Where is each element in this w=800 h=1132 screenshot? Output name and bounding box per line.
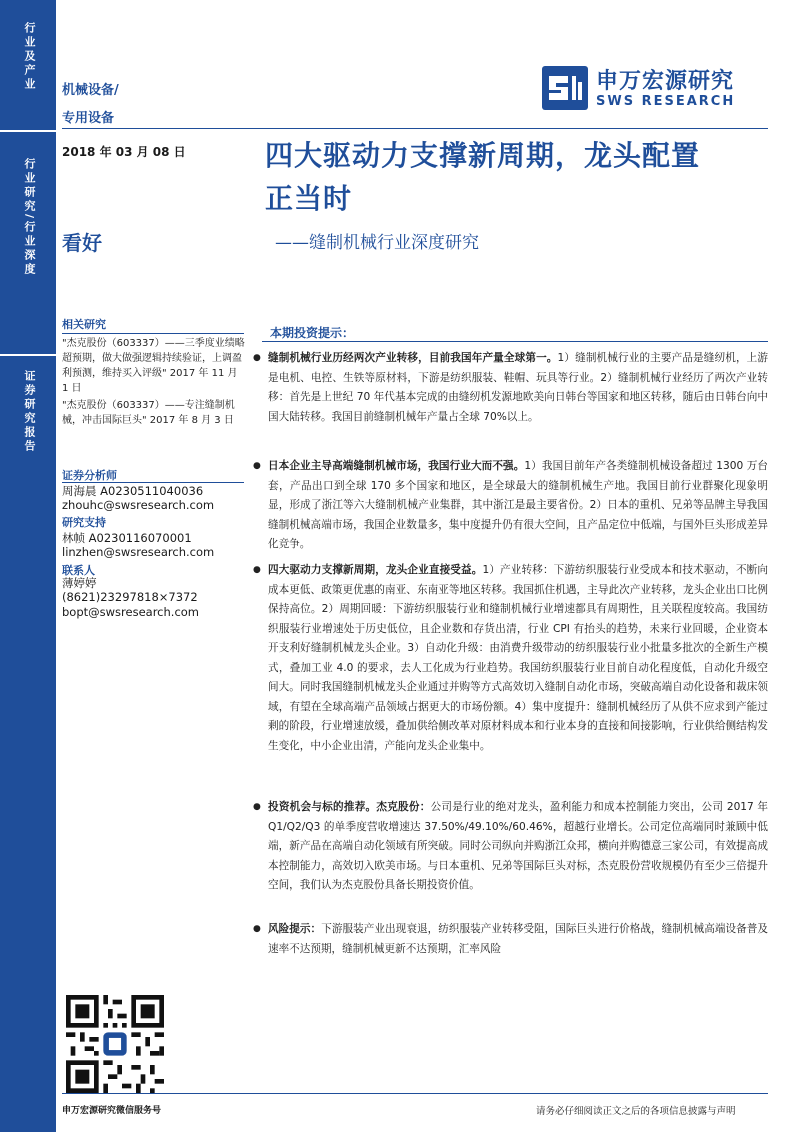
bullet-body: 公司是行业的绝对龙头，盈利能力和成本控制能力突出，公司 2017 年 Q1/Q2/Q3 的单季度营收增速达 37.50%/49.10%/60.46%，超越行业增长。公司定位高端同时兼顾中低端，新产品在高端自动化领域有所突破。同时公司纵向并购浙江众邦，横向并购德意三家公司，有效提高成本控制能力，高效切入欧美市场。与日本重机、兄弟等国际巨头对标，杰克股份营收规模仍有至少三倍提升空间，我们认为杰克股份具备长期投资价值。 [268, 801, 768, 891]
side-strip-middle [0, 132, 56, 354]
contact-phone: (8621)23297818×7372 [62, 590, 198, 604]
strip-section-industry: 行业及产业 [23, 22, 36, 92]
contact-name: 薄婷婷 [62, 576, 97, 590]
side-strip-top [0, 0, 56, 130]
report-date: 2018 年 03 月 08 日 [62, 145, 186, 159]
footer-rule [62, 1093, 768, 1094]
bullet-dot-icon: ● [253, 565, 261, 575]
related-item-1[interactable]: "杰克股份（603337）——三季度业绩略超预期，做大做强逻辑持续验证，上调盈利预测，维持买入评级" 2017 年 11 月 1 日 [62, 338, 245, 394]
sub-industry-label: 专用设备 [62, 111, 115, 126]
contact-email[interactable]: bopt@swsresearch.com [62, 605, 200, 619]
bullet-lead: 缝制机械行业历经两次产业转移，目前我国年产量全球第一。 [268, 352, 558, 364]
bullet-dot-icon: ● [253, 924, 261, 934]
summary-bullet-2 [253, 457, 769, 555]
summary-rule [262, 341, 768, 342]
contact-label: 联系人 [62, 564, 95, 577]
analyst-label: 证券分析师 [62, 469, 117, 482]
analyst-email-1[interactable]: zhouhc@swsresearch.com [62, 498, 215, 512]
bullet-lead: 投资机会与标的推荐。杰克股份： [268, 801, 431, 813]
bullet-body: 1）缝制机械行业的主要产品是缝纫机，上游是电机、电控、生铁等原材料，下游是纺织服装、鞋帽、玩具等行业。2）缝制机械行业经历了两次产业转移：首先是上世纪 70 年代基本完成的由缝纫机发源地欧美向日韩台等国家和地区转移，随后由日韩台向中国大陆转移。我国目前缝制机械年产量占全球 70%以上。 [268, 352, 768, 423]
bullet-body: 下游服装产业出现衰退，纺织服装产业转移受阻，国际巨头进行价格战，缝制机械高端设备普及速率不达预期，缝制机械更新不达预期，汇率风险 [268, 923, 769, 955]
report-subtitle: ——缝制机械行业深度研究 [275, 233, 479, 253]
analyst-name-2: 林帧 A0230116070001 [62, 531, 192, 545]
logo-english: SWS RESEARCH [596, 94, 736, 109]
strip-section-securities: 证券研究报告 [23, 370, 36, 454]
bullet-lead: 日本企业主导高端缝制机械市场，我国行业大而不强。 [268, 460, 525, 472]
related-item-2[interactable]: "杰克股份（603337）——专注缝制机械，冲击国际巨头" 2017 年 8 月 3 日 [62, 400, 235, 426]
summary-heading: 本期投资提示： [270, 326, 355, 340]
qr-caption: 申万宏源研究微信服务号 [62, 1106, 162, 1116]
bullet-dot-icon: ● [253, 461, 261, 471]
industry-label: 机械设备/ [62, 83, 119, 98]
report-title-line1: 四大驱动力支撑新周期，龙头配置 [265, 139, 701, 172]
sws-logo [542, 62, 762, 114]
analyst-email-2[interactable]: linzhen@swsresearch.com [62, 545, 215, 559]
sws-logo-icon [542, 66, 588, 110]
summary-bullet-5 [253, 920, 769, 959]
bullet-lead: 四大驱动力支撑新周期，龙头企业直接受益。 [268, 564, 483, 576]
summary-bullet-3 [253, 561, 768, 756]
side-strip-bottom [0, 356, 56, 1132]
sidebar-rule [62, 333, 244, 334]
bullet-lead: 风险提示： [268, 923, 322, 935]
related-research-label: 相关研究 [62, 318, 106, 331]
industry-rating: 看好 [62, 231, 102, 255]
bullet-body: 1）我国目前年产各类缝制机械设备超过 1300 万台套，产品出口到全球 170 多个国家和地区，是全球最大的缝制机械生产地。我国目前行业群聚化现象明显，形成了浙江等六大缝制机械产业集群，其中浙江是最主要省份。2）日本的重机、兄弟等品牌主导我国缝制机械高端市场，我国企业数量多，集中度提升仍有很大空间，且产品定位中低端，与国外巨头形成差异化竞争。 [268, 460, 769, 550]
footer-disclaimer: 请务必仔细阅读正文之后的各项信息披露与声明 [536, 1106, 736, 1117]
bullet-dot-icon: ● [253, 353, 261, 363]
research-support-label: 研究支持 [62, 516, 106, 529]
summary-bullet-1 [253, 349, 768, 427]
analyst-name-1: 周海晨 A0230511040036 [62, 484, 204, 498]
strip-section-report-type: 行业研究/行业深度 [23, 158, 36, 278]
bullet-body: 1）产业转移：下游纺织服装行业受成本和技术驱动，不断向成本更低、政策更优惠的南亚、东南亚等地区转移。我国抓住机遇，主导此次产业转移，龙头企业出口比例保持高位。2）周期回暖：下游纺织服装行业和缝制机械行业增速都具有周期性，且关联程度较高。我国纺织服装行业增速处于历史低位，且企业数和存货出清，行业 CPI 有抬头的趋势，未来行业回暖，企业资本开支利好缝制机械龙头企业。3）自动化升级：由消费升级带动的纺织服装行业小批量多批次的全新生产模式，叠加工业 4.0 的要求，去人工化成为行业趋势。我国纺织服装行业目前自动化程度低，自动化升级空间大。同时我国缝制机械龙头企业通过并购等方式高效切入缝制自动化市场，突破高端自动化设备和裁床领域，有望在全球高端产品领域占据更大的市场份额。4）集中度提升：缝制机械经历了从供不应求到产能过剩的阶段，行业增速放缓，叠加供给侧改革对原材料成本和行业本身的直接和间接影响，行业供给侧结构发生变化，中小企业出清，产能向龙头企业集中。 [268, 564, 768, 752]
header-rule [62, 128, 768, 129]
logo-chinese: 申万宏源研究 [596, 69, 735, 94]
wechat-qr-code-icon[interactable] [66, 995, 164, 1093]
bullet-dot-icon: ● [253, 802, 261, 812]
report-title-line2: 正当时 [265, 182, 353, 215]
summary-bullet-4 [253, 798, 768, 896]
